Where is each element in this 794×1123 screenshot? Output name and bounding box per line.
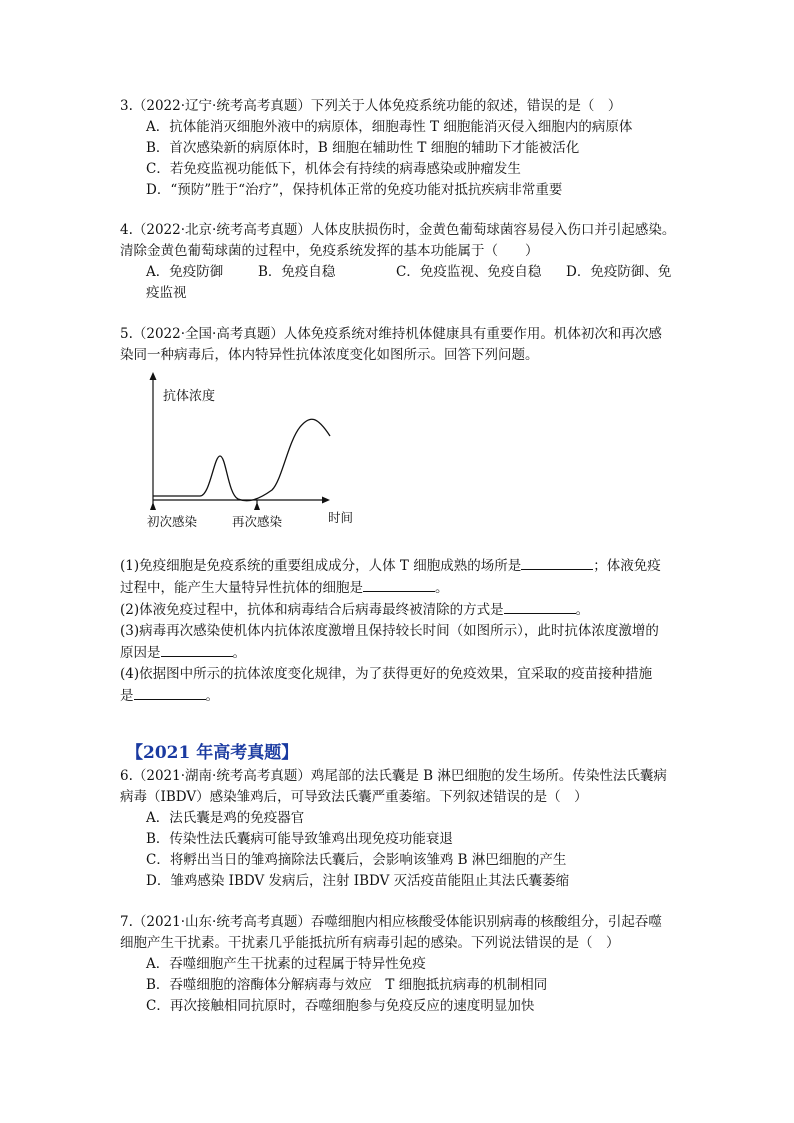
- subquestion-2-text-b: 。: [575, 602, 590, 618]
- section-title-2021: 【2021 年高考真题】: [126, 743, 299, 763]
- first-infection-marker: [150, 500, 156, 510]
- question-5-subquestions: [120, 555, 676, 707]
- question-7-option-a: A．吞噬细胞产生干扰素的过程属于特异性免疫: [146, 956, 426, 972]
- subquestion-3-text-c: 。: [232, 645, 246, 661]
- answer-blank-4[interactable]: [134, 685, 206, 700]
- question-6-option-c: C．将孵出当日的雏鸡摘除法氏囊后，会影响该雏鸡 B 淋巴细胞的产生: [146, 852, 567, 868]
- answer-blank-2[interactable]: [504, 599, 576, 614]
- y-axis-label: 抗体浓度: [163, 389, 216, 404]
- y-axis-arrow: [150, 372, 157, 380]
- question-7: [120, 912, 676, 1017]
- question-6-stem-line1: 6.（2021·湖南·统考高考真题）鸡尾部的法氏囊是 B 淋巴细胞的发生场所。传染性法氏囊病: [120, 768, 667, 784]
- subquestion-4: (4)依据图中所示的抗体浓度变化规律，为了获得更好的免疫效果，宜采取的疫苗接种措施: [120, 666, 653, 682]
- subquestion-4-text-c: 。: [205, 688, 219, 704]
- question-4-option-b: B．免疫自稳: [258, 264, 336, 280]
- question-4-option-c: C．免疫监视、免疫自稳: [396, 264, 542, 280]
- subquestion-1-text-b: ；体液免疫: [593, 558, 661, 574]
- question-7-stem-line2: 细胞产生干扰素。干扰素几乎能抵抗所有病毒引起的感染。下列说法错误的是（ ）: [120, 935, 620, 951]
- question-4: [120, 220, 676, 304]
- question-4-stem-line2: 清除金黄色葡萄球菌的过程中，免疫系统发挥的基本功能属于（ ）: [120, 243, 539, 259]
- subquestion-1: [120, 555, 676, 577]
- subquestion-3-cont: [120, 642, 676, 664]
- question-4-option-d: D．免疫防御、免: [566, 264, 672, 280]
- antibody-concentration-chart: [140, 372, 370, 542]
- x-axis-label: 时间: [328, 510, 354, 525]
- question-7-option-c: C．再次接触相同抗原时，吞噬细胞参与免疫反应的速度明显加快: [146, 998, 535, 1014]
- subquestion-1-text-d: 。: [435, 580, 449, 596]
- question-6-option-b: B．传染性法氏囊病可能导致雏鸡出现免疫功能衰退: [146, 831, 453, 847]
- question-7-option-b: B．吞噬细胞的溶酶体分解病毒与效应 T 细胞抵抗病毒的机制相同: [146, 977, 548, 993]
- answer-blank-1a[interactable]: [521, 555, 593, 570]
- question-3: [120, 96, 676, 201]
- question-3-option-b: B．首次感染新的病原体时，B 细胞在辅助性 T 细胞的辅助下才能被活化: [146, 140, 580, 156]
- question-6-option-d: D．雏鸡感染 IBDV 发病后，注射 IBDV 灭活疫苗能阻止其法氏囊萎缩: [146, 873, 570, 889]
- question-6-option-a: A．法氏囊是鸡的免疫器官: [146, 810, 305, 826]
- question-5-stem: [120, 324, 676, 366]
- question-3-option-c: C．若免疫监视功能低下，机体会有持续的病毒感染或肿瘤发生: [146, 161, 521, 177]
- subquestion-1-text-c: 过程中，能产生大量特异性抗体的细胞是: [120, 580, 363, 596]
- question-5-stem-line1: 5.（2022·全国·高考真题）人体免疫系统对维持机体健康具有重要作用。机体初次和再次感: [120, 326, 662, 342]
- second-infection-label: 再次感染: [232, 514, 283, 529]
- subquestion-1-cont: [120, 577, 676, 599]
- question-5-stem-line2: 染同一种病毒后，体内特异性抗体浓度变化如图所示。回答下列问题。: [120, 347, 539, 363]
- question-3-option-d: D．“预防”胜于“治疗”，保持机体正常的免疫功能对抵抗疾病非常重要: [146, 182, 563, 198]
- subquestion-4-text-b: 是: [120, 688, 134, 704]
- subquestion-2-text-a: (2)体液免疫过程中，抗体和病毒结合后病毒最终被清除的方式是: [120, 602, 504, 618]
- subquestion-3-text-b: 原因是: [120, 645, 161, 661]
- question-4-options: [120, 262, 676, 283]
- subquestion-2: [120, 599, 676, 621]
- question-6-stem-line2: 病毒（IBDV）感染雏鸡后，可导致法氏囊严重萎缩。下列叙述错误的是（ ）: [120, 789, 588, 805]
- first-infection-label: 初次感染: [147, 514, 198, 529]
- question-6: [120, 766, 676, 892]
- question-3-option-a: A．抗体能消灭细胞外液中的病原体，细胞毒性 T 细胞能消灭侵入细胞内的病原体: [146, 119, 633, 135]
- antibody-curve: [153, 419, 330, 501]
- question-3-stem: 3.（2022·辽宁·统考高考真题）下列关于人体免疫系统功能的叙述，错误的是（ ）: [120, 98, 622, 114]
- question-7-stem-line1: 7.（2021·山东·统考高考真题）吞噬细胞内相应核酸受体能识别病毒的核酸组分，引起吞噬: [120, 914, 662, 930]
- subquestion-1-text-a: (1)免疫细胞是免疫系统的重要组成成分，人体 T 细胞成熟的场所是: [120, 558, 522, 574]
- question-4-option-a: A．免疫防御: [146, 264, 224, 280]
- answer-blank-3[interactable]: [161, 642, 233, 657]
- subquestion-4-cont: [120, 685, 676, 707]
- second-infection-marker: [254, 500, 260, 510]
- x-axis-arrow: [322, 497, 330, 504]
- answer-blank-1b[interactable]: [363, 577, 435, 592]
- question-4-option-d-cont: 疫监视: [146, 285, 187, 301]
- subquestion-3: (3)病毒再次感染使机体内抗体浓度激增且保持较长时间（如图所示），此时抗体浓度激增的: [120, 623, 659, 639]
- question-4-stem-line1: 4.（2022·北京·统考高考真题）人体皮肤损伤时，金黄色葡萄球菌容易侵入伤口并引起感染。: [120, 222, 676, 238]
